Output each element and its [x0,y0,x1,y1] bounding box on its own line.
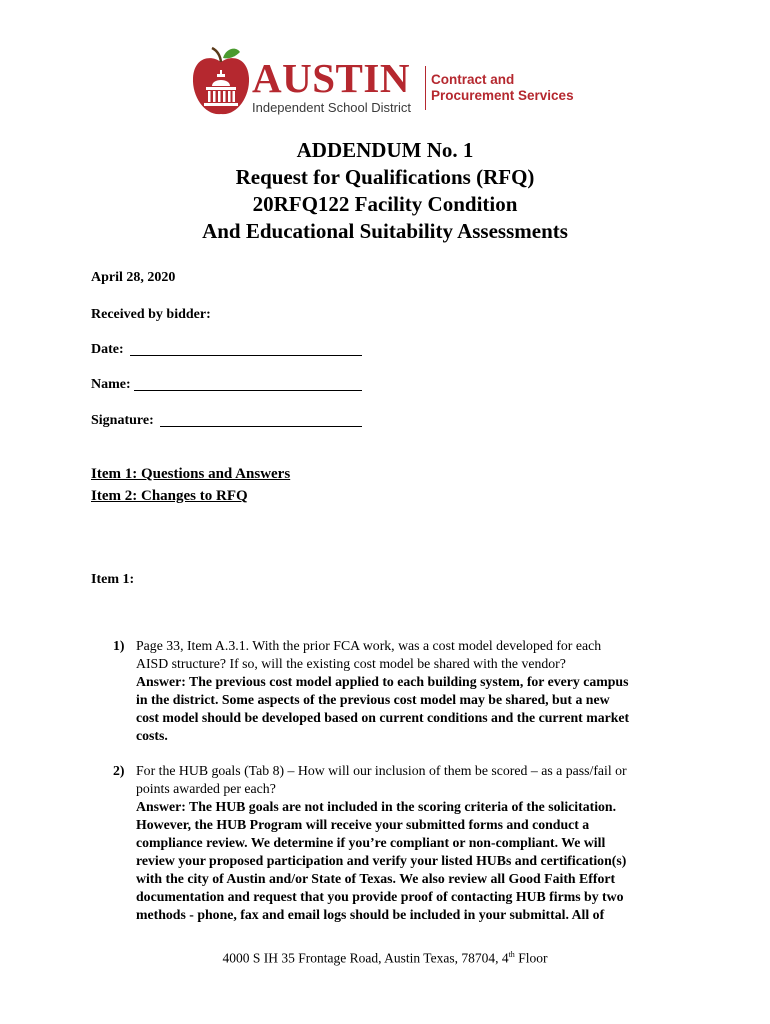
apple-capitol-icon [190,44,252,120]
answer-line: compliance review. We determine if you’re compliant or non-compliant. We will [136,835,606,850]
title-rfq: Request for Qualifications (RFQ) [235,165,535,189]
answer-line: in the district. Some aspects of the previous cost model may be shared, but a new [136,692,610,707]
answer-line: methods - phone, fax and email logs should be included in your submittal. All of [136,907,605,922]
footer-floor-tail: Floor [514,950,548,966]
title-subject: And Educational Suitability Assessments [202,219,568,243]
title-rfq-number: 20RFQ122 Facility Condition [252,192,518,216]
qa-answer [136,673,681,745]
logo-department [431,72,574,104]
qa-question [136,762,681,798]
answer-line: review your proposed participation and verify your listed HUBs and certification(s) [136,853,627,868]
qa-answer [136,798,681,924]
answer-line: cost model should be developed based on current conditions and the current market [136,710,630,725]
footer-floor-sup: th [508,950,515,959]
received-by-label: Received by bidder: [91,307,211,322]
logo-org-name: AUSTIN [252,55,410,101]
item1-label: Item 1: [91,572,135,587]
answer-line: Answer: The HUB goals are not included in the scoring criteria of the solicitation. [136,799,617,814]
logo-dept-line2: Procurement Services [431,88,574,103]
district-logo [190,44,252,120]
footer-address [0,946,770,968]
answer-line: costs. [136,728,168,743]
signature-field-line[interactable] [160,426,362,427]
item1-heading: Item 1: Questions and Answers [91,466,291,482]
question-line: points awarded per each? [136,781,276,796]
question-line: AISD structure? If so, will the existing cost model be shared with the vendor? [136,656,566,671]
answer-line: However, the HUB Program will receive your submitted forms and conduct a [136,817,590,832]
name-field-line[interactable] [134,390,362,391]
qa-number: 2) [113,763,125,778]
date-field-line[interactable] [130,355,362,356]
logo-dept-line1: Contract and [431,72,515,87]
title-addendum: ADDENDUM No. 1 [296,138,474,162]
name-label: Name: [91,377,131,392]
footer-address-text: 4000 S IH 35 Frontage Road, Austin Texas, 78704, 4 [222,950,509,966]
answer-line: Answer: The previous cost model applied to each building system, for every campus [136,674,629,689]
item2-heading: Item 2: Changes to RFQ [91,488,248,504]
logo-org-subtitle: Independent School District [252,100,411,115]
logo-divider [425,66,426,110]
date-label: Date: [91,342,124,357]
answer-line: with the city of Austin and/or State of Texas. We also review all Good Faith Effort [136,871,616,886]
question-line: For the HUB goals (Tab 8) – How will our inclusion of them be scored – as a pass/fail or [136,763,627,778]
signature-label: Signature: [91,413,154,428]
qa-number: 1) [113,638,125,653]
qa-question [136,637,681,673]
answer-line: documentation and request that you provide proof of contacting HUB firms by two [136,889,624,904]
addendum-date: April 28, 2020 [91,270,176,285]
question-line: Page 33, Item A.3.1. With the prior FCA work, was a cost model developed for each [136,638,602,653]
